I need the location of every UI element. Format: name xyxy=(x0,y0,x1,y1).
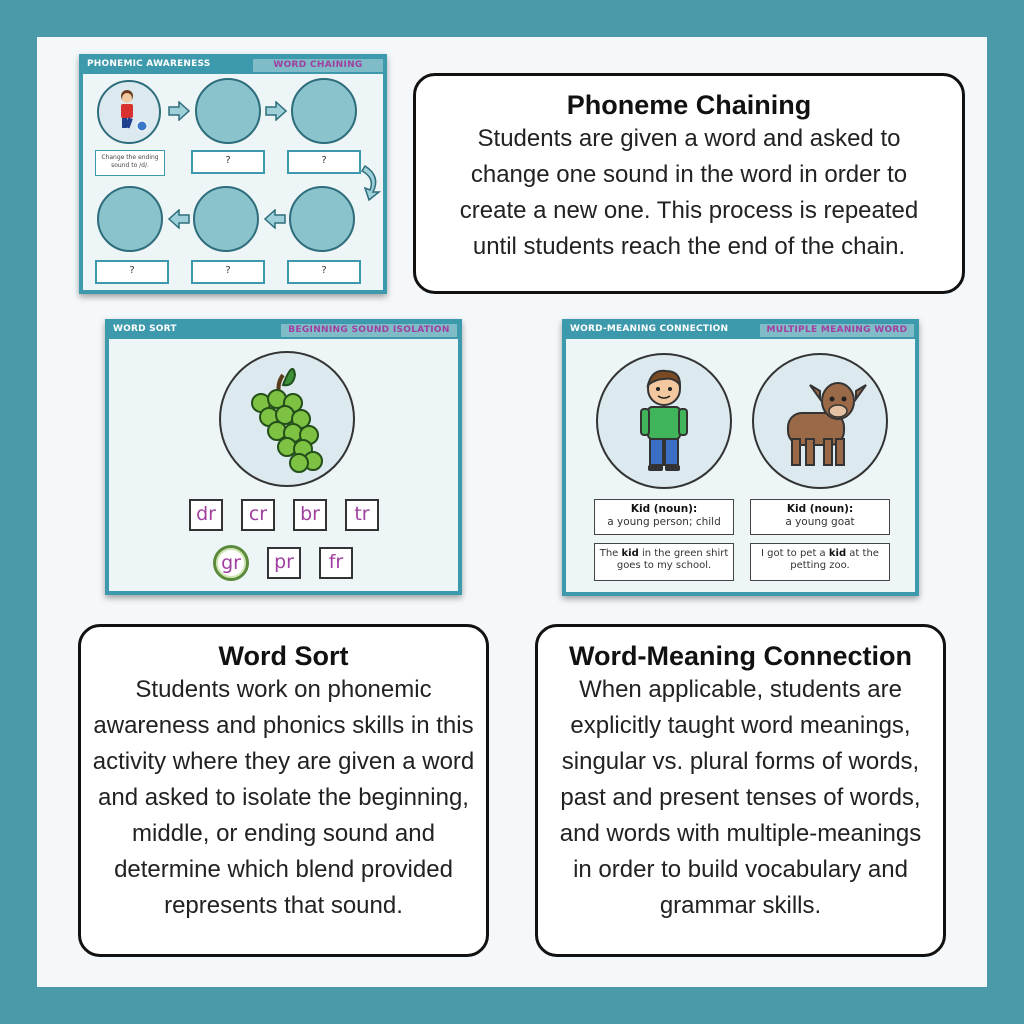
card-body: Students work on phonemic awareness and phonics skills in this activity where they are given a word and asked to isolate the beginning, middle, or ending sound and determine which blend provided represents that sound. xyxy=(92,676,475,919)
slide-activity: BEGINNING SOUND ISOLATION xyxy=(281,324,457,337)
word-sort-card xyxy=(78,624,489,957)
chain-circle xyxy=(97,186,163,252)
curved-arrow-icon xyxy=(359,162,385,202)
grapes-icon xyxy=(221,353,353,485)
chain-instruction: Change the ending sound to /d/. xyxy=(95,150,165,176)
card-body: When applicable, students are explicitly taught word meanings, singular vs. plural forms of words, past and present tenses of words, and words with multiple-meanings in order to build vocabulary and grammar skills. xyxy=(559,676,922,919)
chain-answer-box[interactable]: ? xyxy=(191,260,265,284)
card-body: Students are given a word and asked to change one sound in the word in order to create a new one. This process is repeated until students reach the end of the chain. xyxy=(459,125,919,260)
sort-picture-circle xyxy=(219,351,355,487)
slide-activity: WORD CHAINING xyxy=(253,59,383,72)
definition-box-goat: Kid (noun): a young goat xyxy=(750,499,890,535)
word-sort-slide xyxy=(105,319,462,595)
blend-option[interactable]: tr xyxy=(345,499,379,531)
blend-option[interactable]: dr xyxy=(189,499,223,531)
blend-option[interactable]: cr xyxy=(241,499,275,531)
blend-option[interactable]: fr xyxy=(319,547,353,579)
slide-activity: MULTIPLE MEANING WORD xyxy=(760,324,914,337)
slide-category: WORD-MEANING CONNECTION xyxy=(570,324,729,334)
word-chaining-slide xyxy=(79,54,387,294)
goat-icon xyxy=(754,355,886,487)
chain-circle xyxy=(193,186,259,252)
card-title: Word-Meaning Connection xyxy=(569,641,912,671)
card-title: Phoneme Chaining xyxy=(566,90,812,120)
chain-answer-box[interactable]: ? xyxy=(95,260,169,284)
blend-option-selected[interactable]: gr xyxy=(213,545,249,581)
blend-option[interactable]: pr xyxy=(267,547,301,579)
chain-circle xyxy=(291,78,357,144)
slide-category: WORD SORT xyxy=(113,324,177,334)
chain-circle xyxy=(195,78,261,144)
kid-goat-circle xyxy=(752,353,888,489)
arrow-right-icon xyxy=(167,101,191,121)
slide-header xyxy=(109,323,458,339)
phoneme-chaining-card xyxy=(413,73,965,294)
sentence-box-goat: I got to pet a kid at the petting zoo. xyxy=(750,543,890,581)
slide-category: PHONEMIC AWARENESS xyxy=(87,59,211,69)
chain-answer-box[interactable]: ? xyxy=(287,260,361,284)
arrow-left-icon xyxy=(263,209,287,229)
chain-picture-circle xyxy=(97,80,161,144)
sentence-box-person: The kid in the green shirt goes to my school. xyxy=(594,543,734,581)
word-meaning-card xyxy=(535,624,946,957)
slide-header xyxy=(83,58,383,74)
chain-answer-box[interactable]: ? xyxy=(191,150,265,174)
soccer-boy-icon xyxy=(99,82,159,142)
blend-option[interactable]: br xyxy=(293,499,327,531)
boy-icon xyxy=(598,355,730,487)
chain-circle xyxy=(289,186,355,252)
chain-answer-box[interactable]: ? xyxy=(287,150,361,174)
definition-box-person: Kid (noun): a young person; child xyxy=(594,499,734,535)
word-meaning-slide xyxy=(562,319,919,596)
arrow-left-icon xyxy=(167,209,191,229)
slide-header xyxy=(566,323,915,339)
arrow-right-icon xyxy=(264,101,288,121)
kid-person-circle xyxy=(596,353,732,489)
card-title: Word Sort xyxy=(218,641,349,671)
